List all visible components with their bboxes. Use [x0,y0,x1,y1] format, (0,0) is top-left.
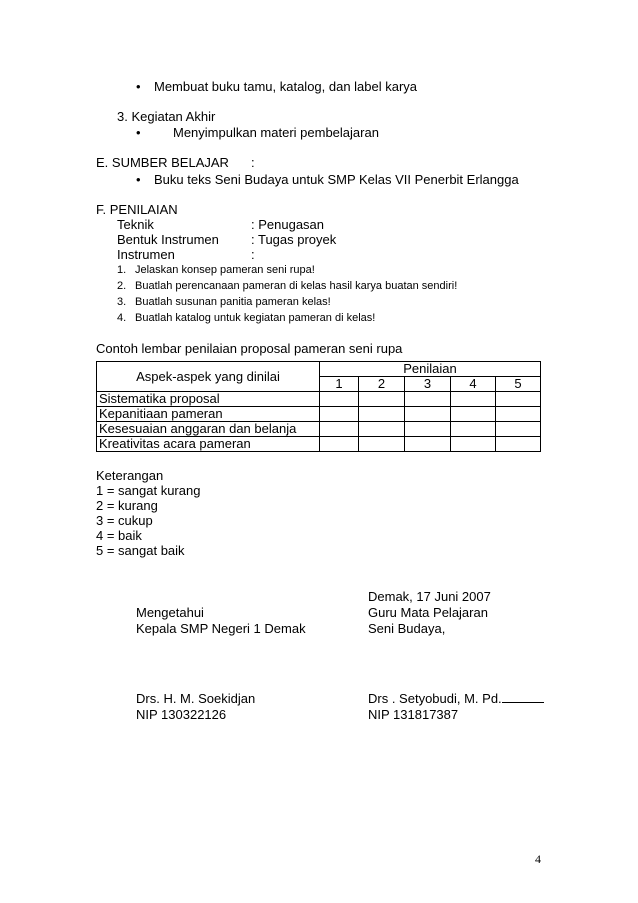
signature-right-name-text: Drs . Setyobudi, M. Pd. [368,691,502,706]
score-cell [359,422,405,437]
signature-right-line1: Guru Mata Pelajaran [368,605,488,620]
kegiatan-akhir-label: 3. Kegiatan Akhir [117,109,216,124]
signature-right-line2: Seni Budaya, [368,621,446,636]
score-cell [320,392,359,407]
sumber-colon: : [251,155,255,170]
signature-left-line2: Kepala SMP Negeri 1 Demak [136,621,306,636]
item-text: Buatlah perencanaan pameran di kelas hasil karya buatan sendiri! [135,280,458,292]
score-cell [405,392,451,407]
keterangan-line: 2 = kurang [96,498,158,513]
score-cell [496,437,541,452]
keterangan-line: 3 = cukup [96,513,153,528]
keterangan-line: 5 = sangat baik [96,543,185,558]
score-cell [405,422,451,437]
signature-date: Demak, 17 Juni 2007 [368,589,491,604]
item-text: Buatlah katalog untuk kegiatan pameran di kelas! [135,312,376,324]
field-label: Instrumen [117,247,175,262]
score-cell [496,407,541,422]
table-row [97,407,541,422]
item-number: 3. [117,296,127,308]
table-row [97,392,541,407]
bullet-text-top: Membuat buku tamu, katalog, dan label karya [154,79,418,94]
sumber-bullet: Buku teks Seni Budaya untuk SMP Kelas VII Penerbit Erlangga [154,172,519,187]
assessment-table [96,361,541,452]
score-header: Penilaian [320,362,541,377]
score-cell [451,392,496,407]
signature-left-line1: Mengetahui [136,605,204,620]
score-cell [320,437,359,452]
score-col: 1 [320,377,359,392]
score-col: 5 [496,377,541,392]
keterangan-title: Keterangan [96,468,164,483]
kegiatan-akhir-bullet: Menyimpulkan materi pembelajaran [173,125,379,140]
score-col: 4 [451,377,496,392]
score-cell [320,407,359,422]
field-value: : Penugasan [251,217,325,232]
score-cell [451,422,496,437]
field-label: Bentuk Instrumen [117,232,219,247]
bullet-icon: • [136,125,141,140]
item-number: 4. [117,312,127,324]
keterangan-line: 4 = baik [96,528,142,543]
score-cell [451,407,496,422]
aspect-header: Aspek-aspek yang dinilai [97,362,320,392]
page-number: 4 [535,852,541,866]
item-text: Buatlah susunan panitia pameran kelas! [135,296,331,308]
item-number: 1. [117,264,127,276]
aspect-cell: Kreativitas acara pameran [97,437,320,452]
table-row [97,422,541,437]
aspect-cell: Kesesuaian anggaran dan belanja [97,422,320,437]
score-cell [405,407,451,422]
aspect-cell: Kepanitiaan pameran [97,407,320,422]
score-cell [496,392,541,407]
score-cell [359,392,405,407]
signature-left-name: Drs. H. M. Soekidjan [136,691,256,706]
field-value: : [251,247,255,262]
score-cell [359,437,405,452]
signature-right-nip: NIP 131817387 [368,707,459,722]
signature-right-name [368,691,544,706]
bullet-icon: • [136,172,141,187]
table-row [97,437,541,452]
sumber-heading: E. SUMBER BELAJAR [96,155,229,170]
score-cell [405,437,451,452]
contoh-title: Contoh lembar penilaian proposal pameran seni rupa [96,341,403,356]
score-col: 3 [405,377,451,392]
item-text: Jelaskan konsep pameran seni rupa! [135,264,315,276]
bullet-icon: • [136,79,141,94]
keterangan-line: 1 = sangat kurang [96,483,201,498]
score-cell [359,407,405,422]
score-cell [320,422,359,437]
aspect-cell: Sistematika proposal [97,392,320,407]
field-label: Teknik [117,217,154,232]
score-cell [496,422,541,437]
signature-underline [502,691,544,703]
score-cell [451,437,496,452]
item-number: 2. [117,280,127,292]
field-value: : Tugas proyek [251,232,337,247]
score-col: 2 [359,377,405,392]
penilaian-heading: F. PENILAIAN [96,202,178,217]
signature-left-nip: NIP 130322126 [136,707,227,722]
